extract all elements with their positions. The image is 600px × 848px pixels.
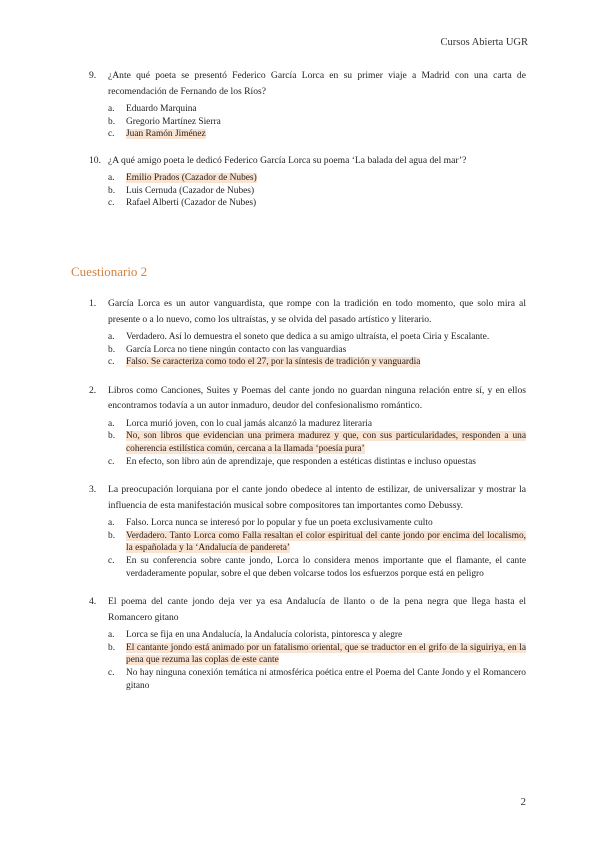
option-b — [108, 185, 526, 198]
options-list — [108, 418, 526, 468]
option-text: En su conferencia sobre cante jondo, Lorca lo considera menos importante que el flamante, el cante verdaderamente popular, sobre el que deben volcarse todos los esfuerzos porque está en peligro — [126, 556, 526, 579]
option-letter: a. — [108, 418, 115, 429]
options-list — [108, 103, 526, 141]
option-letter: c. — [108, 357, 115, 368]
option-letter: c. — [108, 456, 115, 467]
option-letter: c. — [108, 667, 115, 678]
options-list — [108, 517, 526, 580]
option-letter: a. — [108, 104, 115, 114]
question-text: Libros como Canciones, Suites y Poemas del cante jondo no guardan ninguna relación entre sí, y en ellos encontramos todavía a un autor inmaduro, deudor del confesionalismo romántico. — [108, 384, 526, 412]
question-text: El poema del cante jondo deja ver ya esa Andalucía de llanto o de la pena negra que llega hasta el Romancero gitano — [108, 596, 526, 623]
option-c-highlighted — [108, 356, 526, 369]
option-text: Verdadero. Tanto Lorca como Falla resaltan el color espiritual del cante jondo por encima del localismo, la españolada y la ‘Andalucía de pandereta’ — [126, 530, 526, 554]
option-text: García Lorca no tiene ningún contacto con las vanguardias — [126, 344, 347, 355]
option-letter: b. — [108, 185, 116, 196]
section-title: Cuestionario 2 — [71, 264, 148, 280]
option-text: Eduardo Marquina — [126, 104, 197, 114]
option-text: Falso. Se caracteriza como todo el 27, por la síntesis de tradición y vanguardia — [126, 357, 421, 368]
option-text: Falso. Lorca nunca se interesó por lo popular y fue un poeta exclusivamente culto — [126, 518, 433, 529]
option-c — [108, 555, 526, 580]
option-text: No hay ninguna conexión temática ni atmosférica poética entre el Poema del Cante Jondo y el Romancero gitano — [126, 667, 526, 691]
question-number: 10. — [89, 154, 101, 166]
question-number: 9. — [89, 70, 97, 81]
question-number: 3. — [89, 484, 97, 496]
option-letter: c. — [108, 198, 115, 209]
option-b-highlighted — [108, 430, 526, 455]
option-text: En efecto, son libro aún de aprendizaje, que responden a estéticas distintas e incluso opuestas — [126, 456, 476, 467]
option-a — [108, 331, 526, 344]
question-4 — [89, 594, 526, 692]
option-text: Juan Ramón Jiménez — [126, 129, 206, 140]
document-body — [71, 68, 526, 692]
option-text: Verdadero. Así lo demuestra el soneto que dedica a su amigo ultraísta, el poeta Ciria y Escalante. — [126, 332, 490, 343]
option-c — [108, 456, 526, 469]
option-text: Emilio Prados (Cazador de Nubes) — [126, 173, 257, 184]
option-letter: b. — [108, 116, 116, 127]
option-text: Gregorio Martínez Sierra — [126, 116, 221, 127]
option-a — [108, 103, 526, 116]
option-b — [108, 116, 526, 129]
question-text: La preocupación lorquiana por el cante jondo obedece al intento de estilizar, de universalizar y mostrar la influencia de esta manifestación musical sobre compositores tan importantes como Debussy. — [108, 484, 526, 511]
option-a — [108, 418, 526, 431]
option-text: Lorca se fija en una Andalucía, la Andalucía colorista, pintoresca y alegre — [126, 630, 403, 641]
question-text: ¿A qué amigo poeta le dedicó Federico García Lorca su poema ‘La balada del agua del mar’? — [108, 154, 467, 166]
page-header: Cursos Abierta UGR — [440, 37, 528, 48]
option-letter: a. — [108, 332, 115, 343]
option-c-highlighted — [108, 128, 526, 141]
option-a — [108, 629, 526, 642]
option-letter: c. — [108, 556, 115, 566]
question-text: ¿Ante qué poeta se presentó Federico García Lorca en su primer viaje a Madrid con una carta de recomendación de Fernando de los Ríos? — [108, 70, 526, 97]
option-b-highlighted — [108, 642, 526, 667]
option-letter: b. — [108, 642, 116, 653]
option-text: No, son libros que evidencian una primera madurez y que, con sus particularidades, responden a una coherencia estilística común, cercana a la llamada ‘poesía pura’ — [126, 431, 526, 455]
option-letter: c. — [108, 129, 115, 140]
option-letter: b. — [108, 431, 116, 442]
option-b-highlighted — [108, 530, 526, 555]
option-c — [108, 197, 526, 210]
question-number: 1. — [89, 298, 97, 310]
question-number: 4. — [89, 596, 97, 608]
options-list — [108, 172, 526, 210]
option-b — [108, 344, 526, 357]
option-text: El cantante jondo está animado por un fatalismo oriental, que se traductor en el grifo de la siguiriya, en la pena que rezuma las coplas de este cante — [126, 642, 526, 666]
question-text: García Lorca es un autor vanguardista, que rompe con la tradición en todo momento, que solo mira al presente o a lo nuevo, como los ultraístas, y se olvida del pasado artístico y literario. — [108, 298, 526, 325]
page-number: 2 — [520, 796, 526, 808]
question-10 — [89, 153, 526, 210]
option-letter: b. — [108, 530, 116, 541]
option-text: Luis Cernuda (Cazador de Nubes) — [126, 185, 255, 196]
question-3 — [89, 482, 526, 580]
option-a — [108, 517, 526, 530]
option-a-highlighted — [108, 172, 526, 185]
option-letter: a. — [108, 518, 115, 529]
options-list — [108, 331, 526, 369]
question-9 — [89, 68, 526, 141]
option-letter: b. — [108, 344, 116, 355]
question-2 — [89, 383, 526, 468]
option-letter: a. — [108, 173, 115, 184]
question-number: 2. — [89, 384, 97, 396]
option-letter: a. — [108, 630, 115, 641]
options-list — [108, 629, 526, 692]
option-text: Lorca murió joven, con lo cual jamás alcanzó la madurez literaria — [126, 418, 372, 429]
question-1 — [89, 296, 526, 369]
option-text: Rafael Alberti (Cazador de Nubes) — [126, 198, 257, 209]
option-c — [108, 667, 526, 692]
